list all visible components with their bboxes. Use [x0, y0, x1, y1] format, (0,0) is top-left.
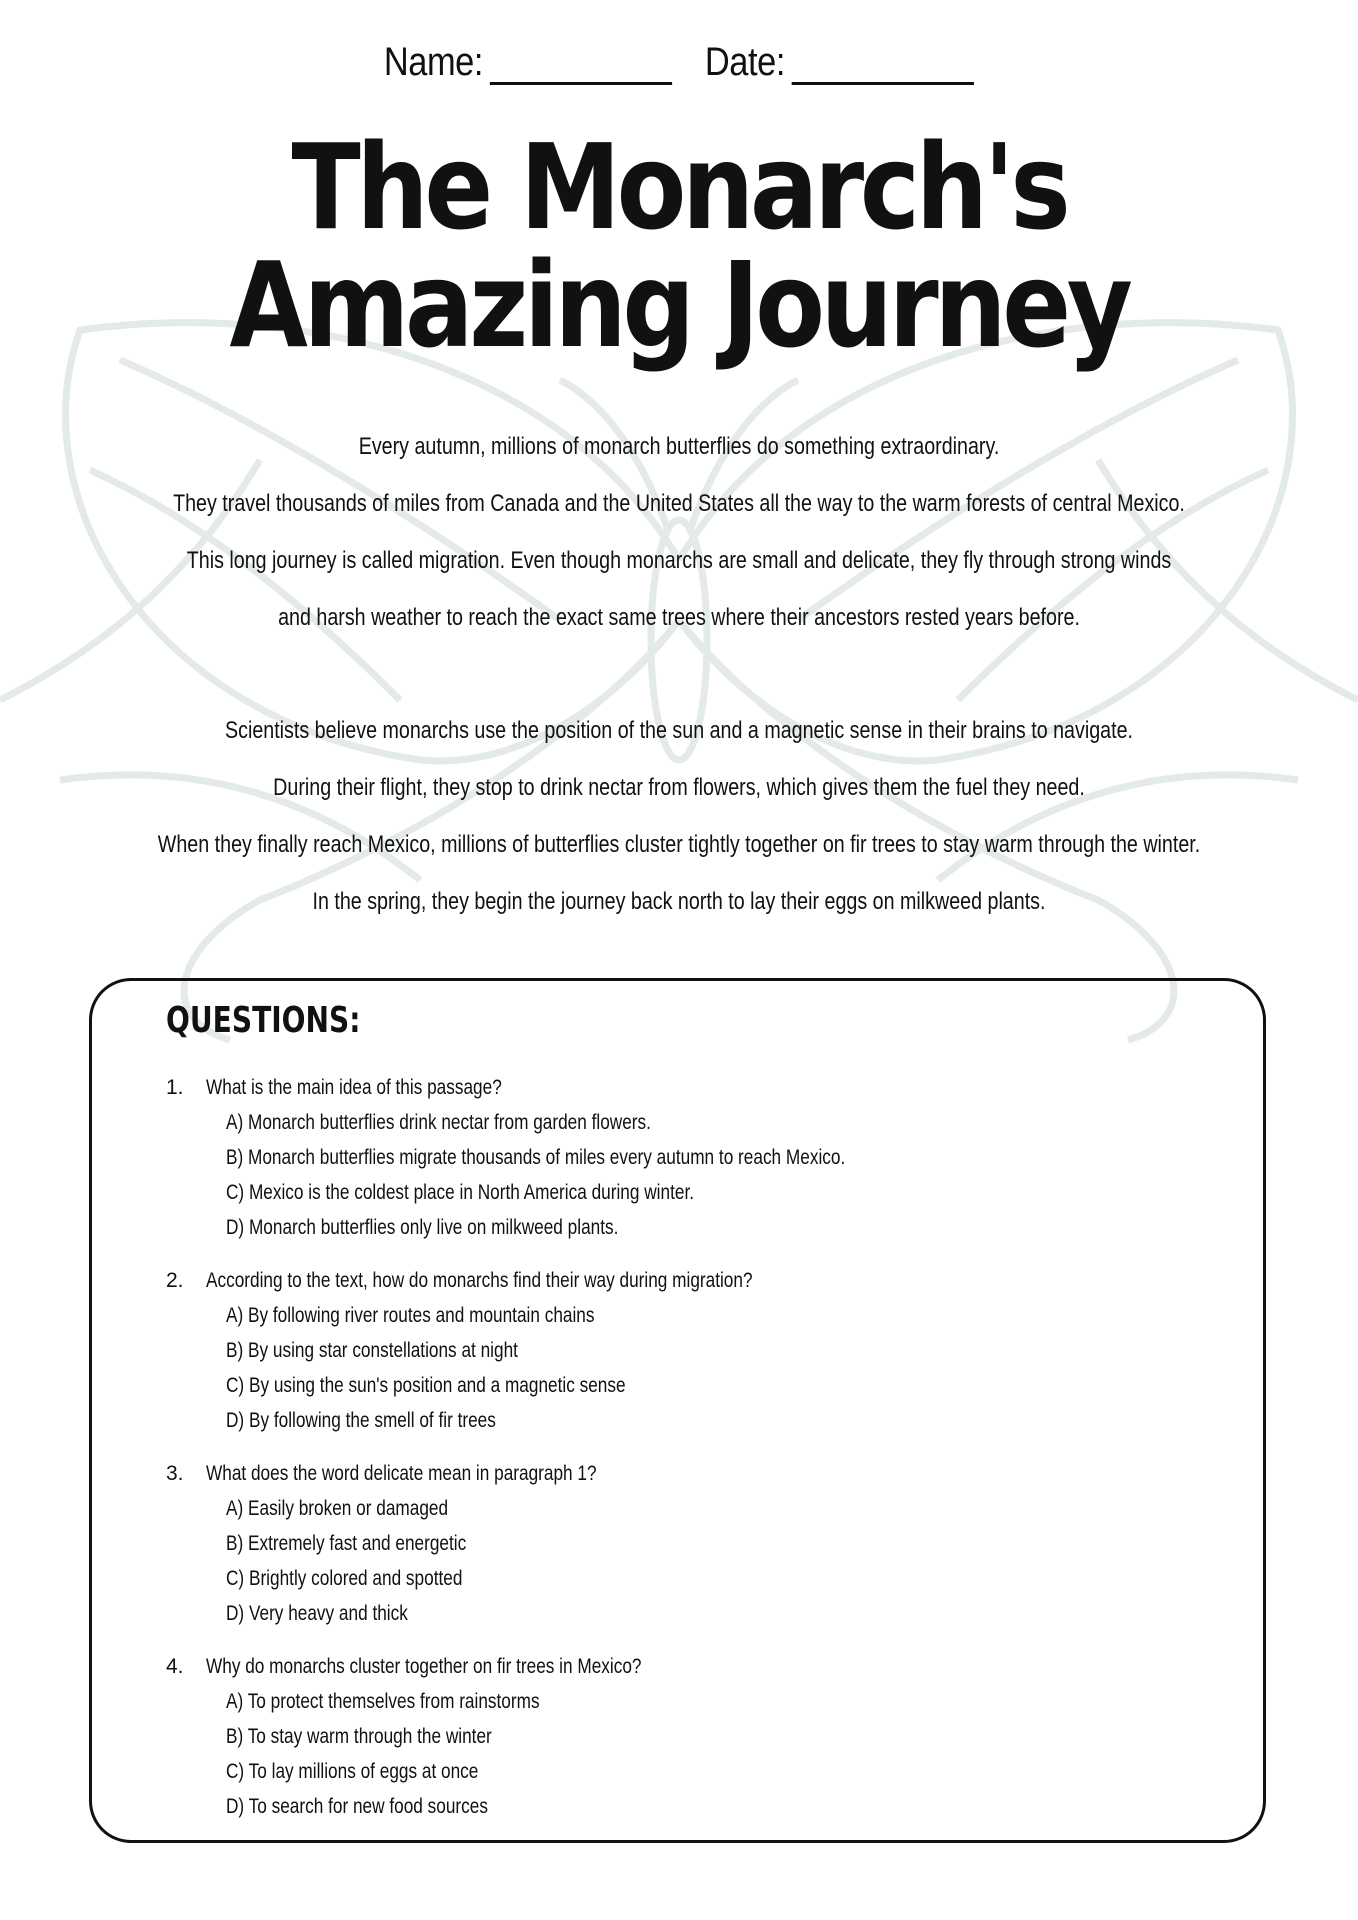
- answer-option[interactable]: [166, 1210, 1216, 1245]
- answer-option[interactable]: [166, 1491, 1216, 1526]
- question-2: [166, 1263, 1216, 1438]
- answer-option-text: A) Monarch butterflies drink nectar from garden flowers.: [226, 1111, 651, 1134]
- answer-option-text: A) To protect themselves from rainstorms: [226, 1690, 540, 1713]
- answer-option-text: D) To search for new food sources: [226, 1795, 488, 1818]
- answer-option-text: C) To lay millions of eggs at once: [226, 1760, 479, 1783]
- name-field[interactable]: [384, 40, 672, 85]
- answer-option-text: D) Monarch butterflies only live on milkweed plants.: [226, 1216, 619, 1239]
- title-line-1: The Monarch's: [291, 118, 1067, 256]
- paragraph-spacer: [40, 646, 1318, 702]
- passage-line: When they finally reach Mexico, millions of butterflies cluster tightly together on fir trees to stay warm through the winter.: [157, 831, 1201, 858]
- reading-passage: [40, 418, 1318, 930]
- passage-line: This long journey is called migration. Even though monarchs are small and delicate, they fly through strong winds: [186, 547, 1172, 574]
- name-blank-line[interactable]: [490, 50, 672, 85]
- question-text: According to the text, how do monarchs find their way during migration?: [206, 1269, 753, 1292]
- answer-option[interactable]: [166, 1298, 1216, 1333]
- answer-option[interactable]: [166, 1140, 1216, 1175]
- answer-option[interactable]: [166, 1403, 1216, 1438]
- answer-option-text: A) By following river routes and mountain chains: [226, 1304, 595, 1327]
- passage-line: and harsh weather to reach the exact same trees where their ancestors rested years before.: [278, 604, 1080, 631]
- passage-line: In the spring, they begin the journey back north to lay their eggs on milkweed plants.: [312, 888, 1046, 915]
- answer-option-text: D) Very heavy and thick: [226, 1602, 408, 1625]
- answer-option[interactable]: [166, 1368, 1216, 1403]
- answer-option-text: B) Monarch butterflies migrate thousands of miles every autumn to reach Mexico.: [226, 1146, 846, 1169]
- answer-option[interactable]: [166, 1175, 1216, 1210]
- answer-option-text: B) To stay warm through the winter: [226, 1725, 492, 1748]
- question-4: [166, 1649, 1216, 1824]
- question-line: [166, 1456, 1216, 1491]
- answer-option[interactable]: [166, 1719, 1216, 1754]
- date-blank-line[interactable]: [792, 50, 974, 85]
- answer-option[interactable]: [166, 1561, 1216, 1596]
- answer-option-text: A) Easily broken or damaged: [226, 1497, 449, 1520]
- name-date-header: [95, 40, 1263, 85]
- answer-option[interactable]: [166, 1526, 1216, 1561]
- answer-option-text: B) Extremely fast and energetic: [226, 1532, 467, 1555]
- answer-option[interactable]: [166, 1105, 1216, 1140]
- question-line: [166, 1263, 1216, 1298]
- answer-option-text: B) By using star constellations at night: [226, 1339, 518, 1362]
- answer-option[interactable]: [166, 1684, 1216, 1719]
- answer-option-text: D) By following the smell of fir trees: [226, 1409, 496, 1432]
- question-text: Why do monarchs cluster together on fir trees in Mexico?: [206, 1655, 642, 1678]
- paragraph-2: [40, 702, 1318, 930]
- question-line: [166, 1649, 1216, 1684]
- answer-option-text: C) Mexico is the coldest place in North America during winter.: [226, 1181, 695, 1204]
- questions-heading: QUESTIONS:: [166, 1000, 361, 1041]
- question-line: [166, 1070, 1216, 1105]
- question-number: 1.: [166, 1076, 184, 1099]
- answer-option-text: C) By using the sun's position and a magnetic sense: [226, 1374, 626, 1397]
- question-text: What is the main idea of this passage?: [206, 1076, 502, 1099]
- passage-line: They travel thousands of miles from Canada and the United States all the way to the warm forests of central Mexico.: [173, 490, 1185, 517]
- title-line-2: Amazing Journey: [229, 236, 1129, 374]
- answer-option[interactable]: [166, 1754, 1216, 1789]
- question-number: 3.: [166, 1462, 184, 1485]
- answer-option[interactable]: [166, 1789, 1216, 1824]
- answer-option[interactable]: [166, 1596, 1216, 1631]
- paragraph-1: [40, 418, 1318, 646]
- question-3: [166, 1456, 1216, 1631]
- question-number: 2.: [166, 1269, 184, 1292]
- passage-line: Scientists believe monarchs use the position of the sun and a magnetic sense in their brains to navigate.: [224, 717, 1133, 744]
- date-field[interactable]: [705, 40, 974, 85]
- answer-option[interactable]: [166, 1333, 1216, 1368]
- question-number: 4.: [166, 1655, 184, 1678]
- passage-line: During their flight, they stop to drink nectar from flowers, which gives them the fuel they need.: [273, 774, 1085, 801]
- questions-list: [166, 1070, 1216, 1842]
- name-label: Name:: [383, 40, 484, 84]
- page-title: [95, 118, 1263, 374]
- question-text: What does the word delicate mean in paragraph 1?: [206, 1462, 597, 1485]
- question-1: [166, 1070, 1216, 1245]
- answer-option-text: C) Brightly colored and spotted: [226, 1567, 463, 1590]
- date-label: Date:: [704, 40, 785, 84]
- passage-line: Every autumn, millions of monarch butterflies do something extraordinary.: [358, 433, 1000, 460]
